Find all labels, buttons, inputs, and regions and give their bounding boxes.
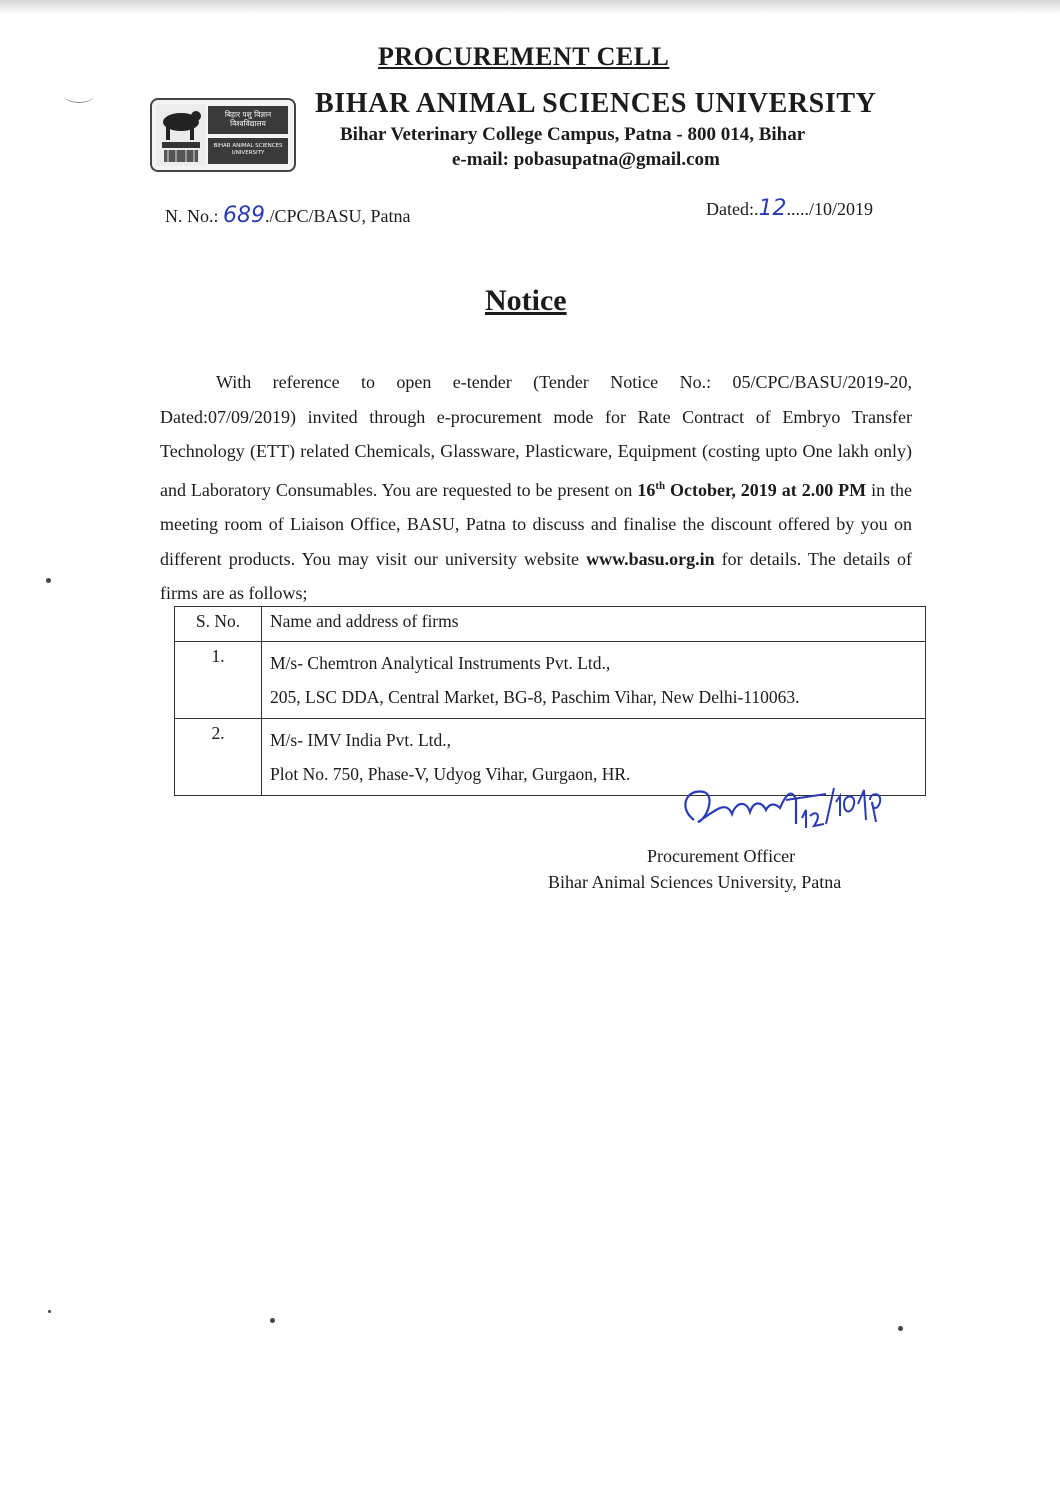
- row-sno: 2.: [175, 719, 262, 796]
- logo-hindi-text: बिहार पशु विज्ञान विश्वविद्यालय: [208, 106, 288, 134]
- meeting-date-day: 16th October, 2019 at 2.00 PM: [637, 479, 867, 500]
- firm-name: M/s- Chemtron Analytical Instruments Pvt. Ltd.,: [270, 653, 611, 673]
- firm-name: M/s- IMV India Pvt. Ltd.,: [270, 730, 451, 750]
- scan-dot: [46, 578, 51, 583]
- university-name: BIHAR ANIMAL SCIENCES UNIVERSITY: [315, 88, 877, 119]
- website-link[interactable]: www.basu.org.in: [586, 548, 715, 569]
- procurement-cell-title: PROCUREMENT CELL: [378, 42, 670, 71]
- notice-text-part2: in the meeting room of Liaison Office, BASU, Patna to discuss and finalise the discount offered by you on different products. You may visit our university website: [160, 479, 913, 569]
- notice-heading: Notice: [485, 284, 567, 317]
- signatory-title: Procurement Officer: [647, 846, 796, 866]
- cow-emblem-icon: [156, 104, 206, 166]
- header-sno: S. No.: [175, 607, 262, 642]
- scan-dot: [48, 1310, 51, 1313]
- campus-address: Bihar Veterinary College Campus, Patna - 800 014, Bihar: [340, 124, 806, 145]
- university-logo: [150, 98, 296, 172]
- date-suffix: ...../10/2019: [786, 199, 873, 219]
- firms-table: [174, 606, 926, 796]
- notice-body: [160, 365, 912, 611]
- date-prefix: Dated:.: [706, 199, 759, 219]
- handwritten-signature: [676, 780, 886, 850]
- table-header-row: [175, 607, 926, 642]
- header-firm-name: Name and address of firms: [262, 607, 926, 642]
- dated-line: [706, 196, 873, 221]
- signatory-organization: Bihar Animal Sciences University, Patna: [548, 872, 842, 892]
- row-sno: 1.: [175, 642, 262, 719]
- email-address: e-mail: pobasupatna@gmail.com: [452, 149, 720, 170]
- ref-prefix: N. No.:: [165, 206, 219, 226]
- notice-text-part1: With reference to open e-tender (Tender Notice No.: 05/CPC/BASU/2019-20, Dated:07/09/2019) invited through e-procurement mode for Rate Contract of Embryo Transfer Technology (ETT) related Chemicals, Glassware, Plasticware, Equipment (costing upto One lakh only) and Laboratory Consumables. You are requested to be present on: [160, 372, 912, 500]
- ref-handwritten-number: 689: [223, 203, 265, 228]
- reference-number: [165, 203, 411, 228]
- firm-address: Plot No. 750, Phase-V, Udyog Vihar, Gurgaon, HR.: [270, 764, 631, 784]
- table-row: [175, 642, 926, 719]
- firm-address: 205, LSC DDA, Central Market, BG-8, Paschim Vihar, New Delhi-110063.: [270, 687, 800, 707]
- notice-text-part3: for details. The details of firms are as follows;: [160, 548, 913, 603]
- scan-mark: [64, 88, 94, 103]
- scan-dot: [898, 1326, 903, 1331]
- scan-dot: [270, 1318, 275, 1323]
- ref-suffix: ./CPC/BASU, Patna: [265, 206, 411, 226]
- scan-shadow: [0, 0, 1060, 14]
- logo-english-text: BIHAR ANIMAL SCIENCES UNIVERSITY: [208, 138, 288, 164]
- firm-details: [262, 642, 926, 719]
- date-handwritten-day: 12: [758, 196, 787, 221]
